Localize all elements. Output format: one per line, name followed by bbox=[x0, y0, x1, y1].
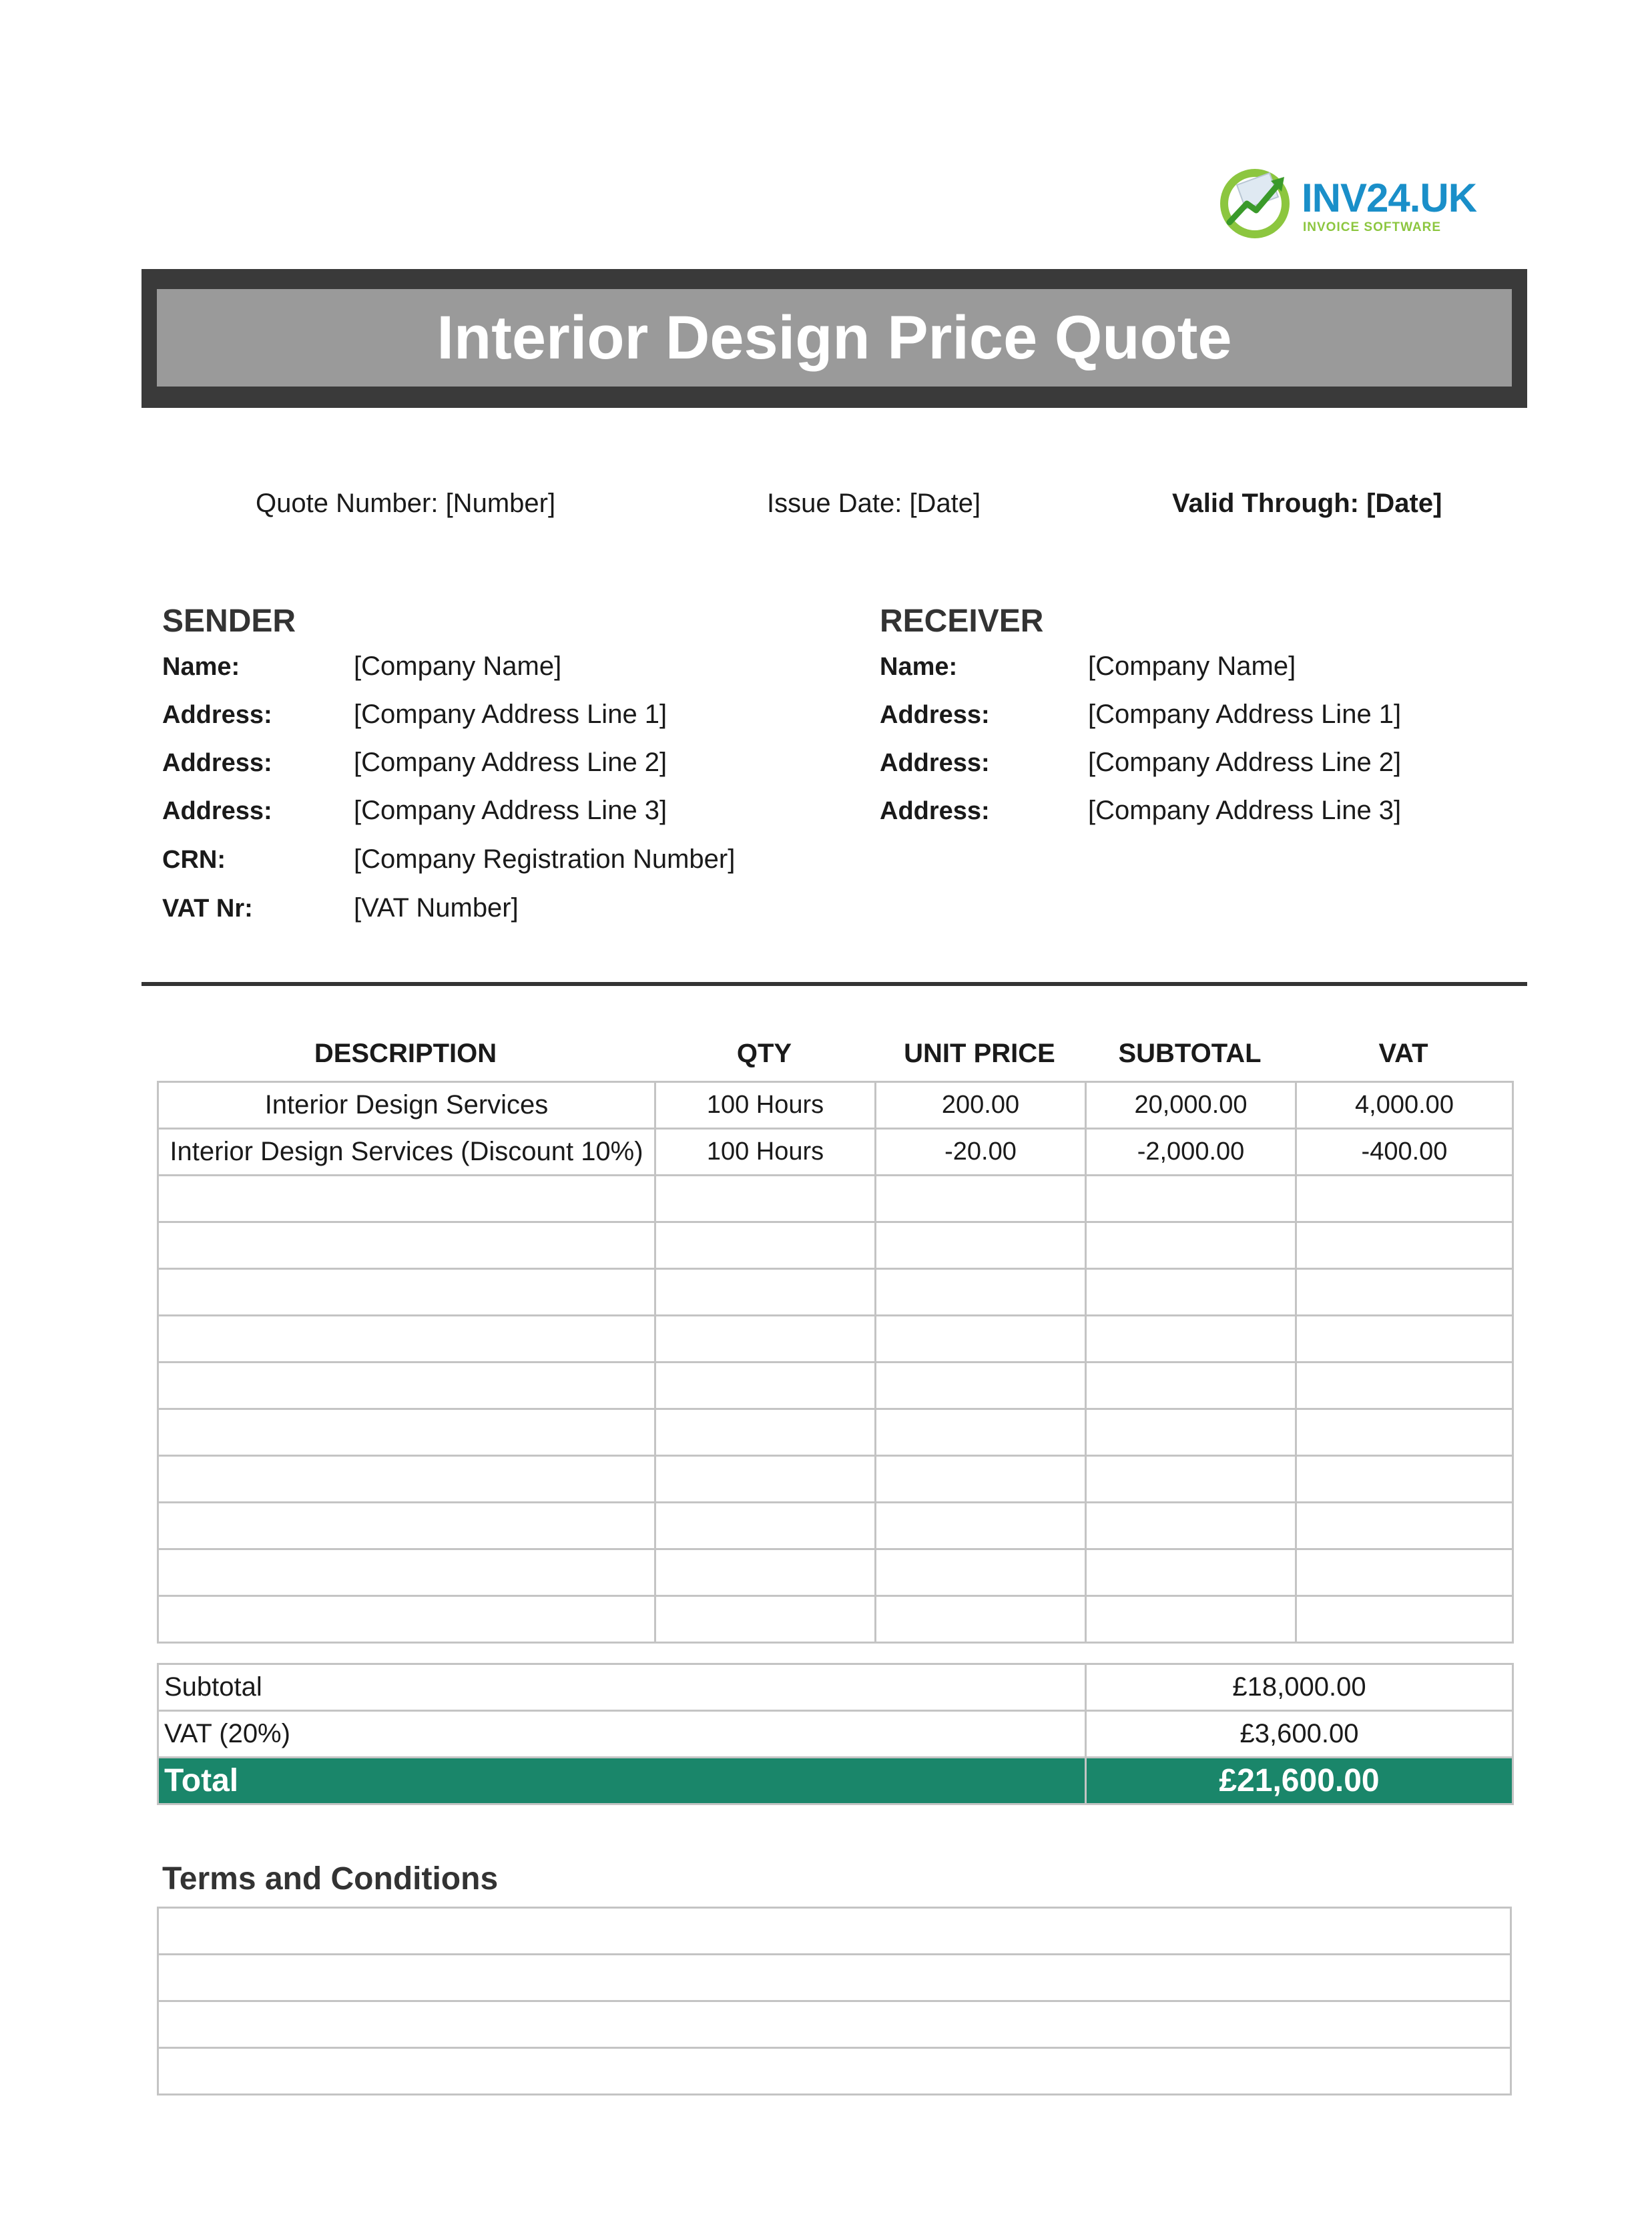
total-value: £21,600.00 bbox=[1086, 1758, 1513, 1804]
receiver-address-value: [Company Address Line 1] bbox=[1088, 700, 1402, 729]
vat-label: VAT (20%) bbox=[158, 1711, 1086, 1758]
receiver-address-value: [Company Address Line 2] bbox=[1088, 748, 1402, 777]
cell-vat[interactable] bbox=[1296, 1549, 1513, 1596]
cell-description[interactable]: Interior Design Services (Discount 10%) bbox=[158, 1129, 655, 1176]
cell-vat[interactable] bbox=[1296, 1409, 1513, 1456]
cell-qty[interactable] bbox=[655, 1503, 876, 1549]
cell-vat[interactable] bbox=[1296, 1596, 1513, 1643]
table-row bbox=[158, 1269, 1513, 1316]
table-row bbox=[158, 1549, 1513, 1596]
vat-value: £3,600.00 bbox=[1086, 1711, 1513, 1758]
cell-description[interactable] bbox=[158, 1456, 655, 1503]
cell-qty[interactable] bbox=[655, 1456, 876, 1503]
cell-description[interactable] bbox=[158, 1363, 655, 1409]
table-row bbox=[158, 1456, 1513, 1503]
cell-unit-price[interactable] bbox=[876, 1456, 1086, 1503]
cell-unit-price[interactable]: 200.00 bbox=[876, 1082, 1086, 1129]
header-vat: VAT bbox=[1378, 1039, 1428, 1068]
cell-subtotal[interactable]: -2,000.00 bbox=[1086, 1129, 1296, 1176]
total-label: Total bbox=[158, 1758, 1086, 1804]
cell-description[interactable] bbox=[158, 1269, 655, 1316]
table-row bbox=[158, 1176, 1513, 1222]
header-qty: QTY bbox=[736, 1039, 792, 1068]
table-row bbox=[158, 1222, 1513, 1269]
header-subtotal: SUBTOTAL bbox=[1118, 1039, 1262, 1068]
cell-unit-price[interactable] bbox=[876, 1503, 1086, 1549]
cell-unit-price[interactable] bbox=[876, 1176, 1086, 1222]
cell-description[interactable] bbox=[158, 1596, 655, 1643]
cell-qty[interactable] bbox=[655, 1549, 876, 1596]
subtotal-label: Subtotal bbox=[158, 1664, 1086, 1711]
quote-number: Quote Number: [Number] bbox=[256, 489, 556, 518]
receiver-title: RECEIVER bbox=[880, 603, 1044, 639]
cell-vat[interactable] bbox=[1296, 1456, 1513, 1503]
cell-subtotal[interactable] bbox=[1086, 1409, 1296, 1456]
logo-tagline: INVOICE SOFTWARE bbox=[1303, 220, 1442, 234]
cell-subtotal[interactable] bbox=[1086, 1549, 1296, 1596]
receiver-name-label: Name: bbox=[880, 653, 958, 681]
cell-vat[interactable]: -400.00 bbox=[1296, 1129, 1513, 1176]
sender-crn-label: CRN: bbox=[162, 846, 226, 874]
cell-description[interactable] bbox=[158, 1176, 655, 1222]
cell-qty[interactable] bbox=[655, 1316, 876, 1363]
cell-unit-price[interactable] bbox=[876, 1363, 1086, 1409]
sender-address-value: [Company Address Line 2] bbox=[354, 748, 667, 777]
table-row bbox=[158, 1316, 1513, 1363]
terms-line-cell[interactable] bbox=[158, 1955, 1511, 2001]
cell-unit-price[interactable]: -20.00 bbox=[876, 1129, 1086, 1176]
cell-description[interactable] bbox=[158, 1503, 655, 1549]
totals-table bbox=[157, 1663, 1514, 1805]
table-row bbox=[158, 1503, 1513, 1549]
sender-vat-label: VAT Nr: bbox=[162, 895, 253, 923]
sender-name-value: [Company Name] bbox=[354, 652, 562, 681]
terms-line bbox=[158, 1908, 1511, 1955]
receiver-address-label: Address: bbox=[880, 749, 990, 777]
sender-name-label: Name: bbox=[162, 653, 240, 681]
cell-vat[interactable]: 4,000.00 bbox=[1296, 1082, 1513, 1129]
section-divider bbox=[142, 982, 1527, 986]
table-row bbox=[158, 1082, 1513, 1129]
document-title: Interior Design Price Quote bbox=[437, 303, 1232, 372]
sender-address-value: [Company Address Line 1] bbox=[354, 700, 667, 729]
cell-unit-price[interactable] bbox=[876, 1269, 1086, 1316]
receiver-address-label: Address: bbox=[880, 797, 990, 825]
issue-date: Issue Date: [Date] bbox=[767, 489, 981, 518]
table-row bbox=[158, 1363, 1513, 1409]
table-row bbox=[158, 1129, 1513, 1176]
cell-qty[interactable] bbox=[655, 1409, 876, 1456]
cell-description[interactable] bbox=[158, 1316, 655, 1363]
cell-description[interactable] bbox=[158, 1409, 655, 1456]
cell-subtotal[interactable] bbox=[1086, 1222, 1296, 1269]
cell-vat[interactable] bbox=[1296, 1269, 1513, 1316]
cell-subtotal[interactable] bbox=[1086, 1596, 1296, 1643]
cell-subtotal[interactable] bbox=[1086, 1176, 1296, 1222]
cell-vat[interactable] bbox=[1296, 1503, 1513, 1549]
subtotal-value: £18,000.00 bbox=[1086, 1664, 1513, 1711]
cell-subtotal[interactable] bbox=[1086, 1316, 1296, 1363]
cell-qty[interactable] bbox=[655, 1176, 876, 1222]
sender-address-label: Address: bbox=[162, 797, 272, 825]
cell-qty[interactable] bbox=[655, 1269, 876, 1316]
cell-subtotal[interactable] bbox=[1086, 1269, 1296, 1316]
terms-line-cell[interactable] bbox=[158, 2001, 1511, 2048]
cell-unit-price[interactable] bbox=[876, 1316, 1086, 1363]
receiver-address-value: [Company Address Line 3] bbox=[1088, 796, 1402, 825]
cell-qty[interactable]: 100 Hours bbox=[655, 1129, 876, 1176]
terms-line-cell[interactable] bbox=[158, 1908, 1511, 1955]
sender-title: SENDER bbox=[162, 603, 296, 639]
receiver-name-value: [Company Name] bbox=[1088, 652, 1296, 681]
subtotal-row bbox=[158, 1664, 1513, 1711]
cell-subtotal[interactable] bbox=[1086, 1503, 1296, 1549]
cell-unit-price[interactable] bbox=[876, 1409, 1086, 1456]
cell-qty[interactable] bbox=[655, 1363, 876, 1409]
line-items-table bbox=[157, 1081, 1514, 1644]
table-row bbox=[158, 1409, 1513, 1456]
cell-description[interactable] bbox=[158, 1222, 655, 1269]
cell-qty[interactable]: 100 Hours bbox=[655, 1082, 876, 1129]
sender-address-label: Address: bbox=[162, 749, 272, 777]
cell-subtotal[interactable] bbox=[1086, 1363, 1296, 1409]
header-unit-price: UNIT PRICE bbox=[904, 1039, 1055, 1068]
cell-qty[interactable] bbox=[655, 1596, 876, 1643]
cell-description[interactable] bbox=[158, 1549, 655, 1596]
terms-table bbox=[157, 1907, 1512, 2095]
cell-qty[interactable] bbox=[655, 1222, 876, 1269]
terms-line-cell[interactable] bbox=[158, 2048, 1511, 2095]
sender-address-value: [Company Address Line 3] bbox=[354, 796, 667, 825]
terms-line bbox=[158, 1955, 1511, 2001]
sender-address-label: Address: bbox=[162, 701, 272, 729]
cell-vat[interactable] bbox=[1296, 1176, 1513, 1222]
cell-subtotal[interactable] bbox=[1086, 1456, 1296, 1503]
valid-through: Valid Through: [Date] bbox=[1172, 489, 1442, 518]
cell-vat[interactable] bbox=[1296, 1363, 1513, 1409]
sender-vat-value: [VAT Number] bbox=[354, 893, 519, 923]
terms-title: Terms and Conditions bbox=[162, 1861, 499, 1897]
cell-vat[interactable] bbox=[1296, 1316, 1513, 1363]
logo-name: INV24.UK bbox=[1302, 176, 1477, 220]
terms-line bbox=[158, 2048, 1511, 2095]
cell-unit-price[interactable] bbox=[876, 1222, 1086, 1269]
receiver-address-label: Address: bbox=[880, 701, 990, 729]
cell-subtotal[interactable]: 20,000.00 bbox=[1086, 1082, 1296, 1129]
table-row bbox=[158, 1596, 1513, 1643]
cell-unit-price[interactable] bbox=[876, 1596, 1086, 1643]
total-row bbox=[158, 1758, 1513, 1804]
vat-row bbox=[158, 1711, 1513, 1758]
terms-line bbox=[158, 2001, 1511, 2048]
cell-unit-price[interactable] bbox=[876, 1549, 1086, 1596]
cell-vat[interactable] bbox=[1296, 1222, 1513, 1269]
sender-crn-value: [Company Registration Number] bbox=[354, 844, 736, 874]
header-description: DESCRIPTION bbox=[314, 1039, 497, 1068]
cell-description[interactable]: Interior Design Services bbox=[158, 1082, 655, 1129]
title-banner-inner bbox=[157, 289, 1512, 387]
